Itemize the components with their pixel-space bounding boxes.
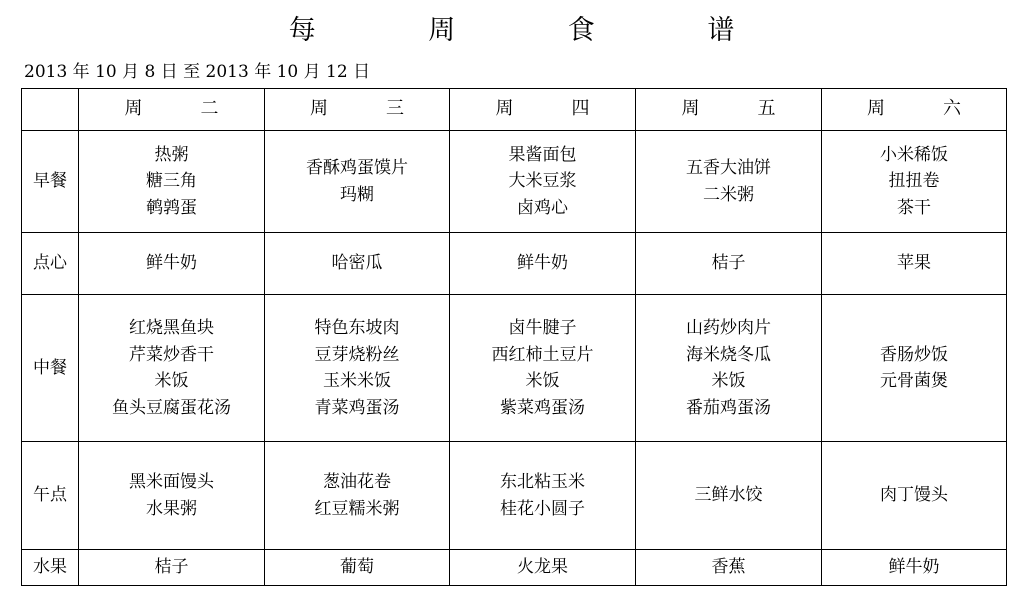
dish: 米饭 [525,371,560,391]
dish: 玛糊 [340,184,374,205]
day-number: 四 [571,98,590,120]
meal-label: 早餐 [22,131,79,233]
dish: 大米豆浆 [508,171,577,192]
dish: 水果粥 [146,498,197,519]
menu-cell [822,233,1007,295]
dish: 芹菜炒香干 [129,344,214,365]
dish: 桔子 [711,253,746,274]
meal-label: 中餐 [22,295,79,442]
menu-cell [450,442,636,550]
dish: 桔子 [154,557,189,578]
menu-cell [265,233,450,295]
dish: 哈密瓜 [331,253,383,274]
menu-cell [450,131,636,233]
dish: 鲜牛奶 [517,253,568,274]
dish: 玉米米饭 [323,371,391,391]
menu-cell [79,550,265,586]
weekly-menu-table [21,88,1007,586]
day-prefix: 周 [124,98,143,120]
menu-cell [265,295,450,442]
dish: 紫菜鸡蛋汤 [500,397,585,418]
dish: 鲜牛奶 [146,253,197,274]
dish: 海米烧冬瓜 [686,344,771,365]
dish: 红豆糯米粥 [314,498,400,519]
dish: 卤牛腱子 [508,318,577,338]
menu-cell [265,550,450,586]
dish: 扭扭卷 [888,171,940,192]
dish: 鲜牛奶 [888,557,940,578]
menu-cell [822,295,1007,442]
dish: 青菜鸡蛋汤 [314,397,400,418]
menu-cell [636,295,822,442]
day-header [79,89,265,131]
day-prefix: 周 [310,98,328,120]
dish: 糖三角 [146,171,197,192]
dish: 二米粥 [703,184,754,205]
menu-cell [79,131,265,233]
header-row [22,89,1007,131]
meal-row-snack [22,233,1007,295]
menu-cell [79,295,265,442]
meal-row-lunch [22,295,1007,442]
dish: 香肠炒饭 [880,344,948,365]
dish: 豆芽烧粉丝 [314,344,400,365]
day-number: 三 [386,98,404,120]
dish: 卤鸡心 [517,197,568,218]
dish: 火龙果 [517,557,568,578]
menu-cell [636,233,822,295]
dish: 米饭 [154,371,189,391]
menu-cell [79,233,265,295]
day-number: 五 [757,98,776,120]
meal-label: 午点 [22,442,79,550]
dish: 山药炒肉片 [686,318,771,338]
menu-cell [450,233,636,295]
corner-cell [22,89,79,131]
dish: 三鲜水饺 [694,485,763,506]
meal-row-breakfast [22,131,1007,233]
dish: 鱼头豆腐蛋花汤 [112,397,231,418]
day-header [636,89,822,131]
dish: 葡萄 [340,557,374,578]
day-header [450,89,636,131]
menu-cell [636,131,822,233]
dish: 香酥鸡蛋馍片 [306,158,408,178]
day-prefix: 周 [681,98,700,120]
menu-cell [265,442,450,550]
menu-cell [822,442,1007,550]
dish: 桂花小圆子 [500,498,585,519]
dish: 葱油花卷 [323,472,391,492]
dish: 果酱面包 [508,144,577,165]
dish: 西红柿土豆片 [491,344,594,365]
date-range: 2013 年 10 月 8 日 至 2013 年 10 月 12 日 [24,62,371,82]
meal-row-fruit [22,550,1007,586]
menu-cell [822,131,1007,233]
dish: 黑米面馒头 [129,472,214,492]
day-number: 二 [200,98,219,120]
dish: 香蕉 [711,557,746,578]
day-header [822,89,1007,131]
day-prefix: 周 [495,98,514,120]
meal-label: 点心 [22,233,79,295]
meal-row-afternoon-snack [22,442,1007,550]
dish: 红烧黑鱼块 [129,318,214,338]
dish: 元骨菌煲 [880,371,948,391]
menu-cell [79,442,265,550]
menu-cell [822,550,1007,586]
dish: 米饭 [711,371,746,391]
day-number: 六 [943,98,961,120]
page-title: 每 周 食 谱 [288,15,787,46]
dish: 热粥 [154,144,189,165]
dish: 小米稀饭 [880,144,948,165]
dish: 茶干 [897,197,931,218]
dish: 特色东坡肉 [314,318,400,338]
day-prefix: 周 [867,98,885,120]
menu-cell [450,295,636,442]
dish: 五香大油饼 [686,158,771,178]
menu-cell [450,550,636,586]
menu-cell [636,442,822,550]
menu-cell [636,550,822,586]
menu-cell [265,131,450,233]
dish: 苹果 [897,253,931,274]
dish: 东北粘玉米 [500,472,585,492]
dish: 肉丁馒头 [880,485,948,506]
meal-label: 水果 [22,550,79,586]
dish: 番茄鸡蛋汤 [686,397,771,418]
dish: 鹌鹑蛋 [146,197,197,218]
day-header [265,89,450,131]
